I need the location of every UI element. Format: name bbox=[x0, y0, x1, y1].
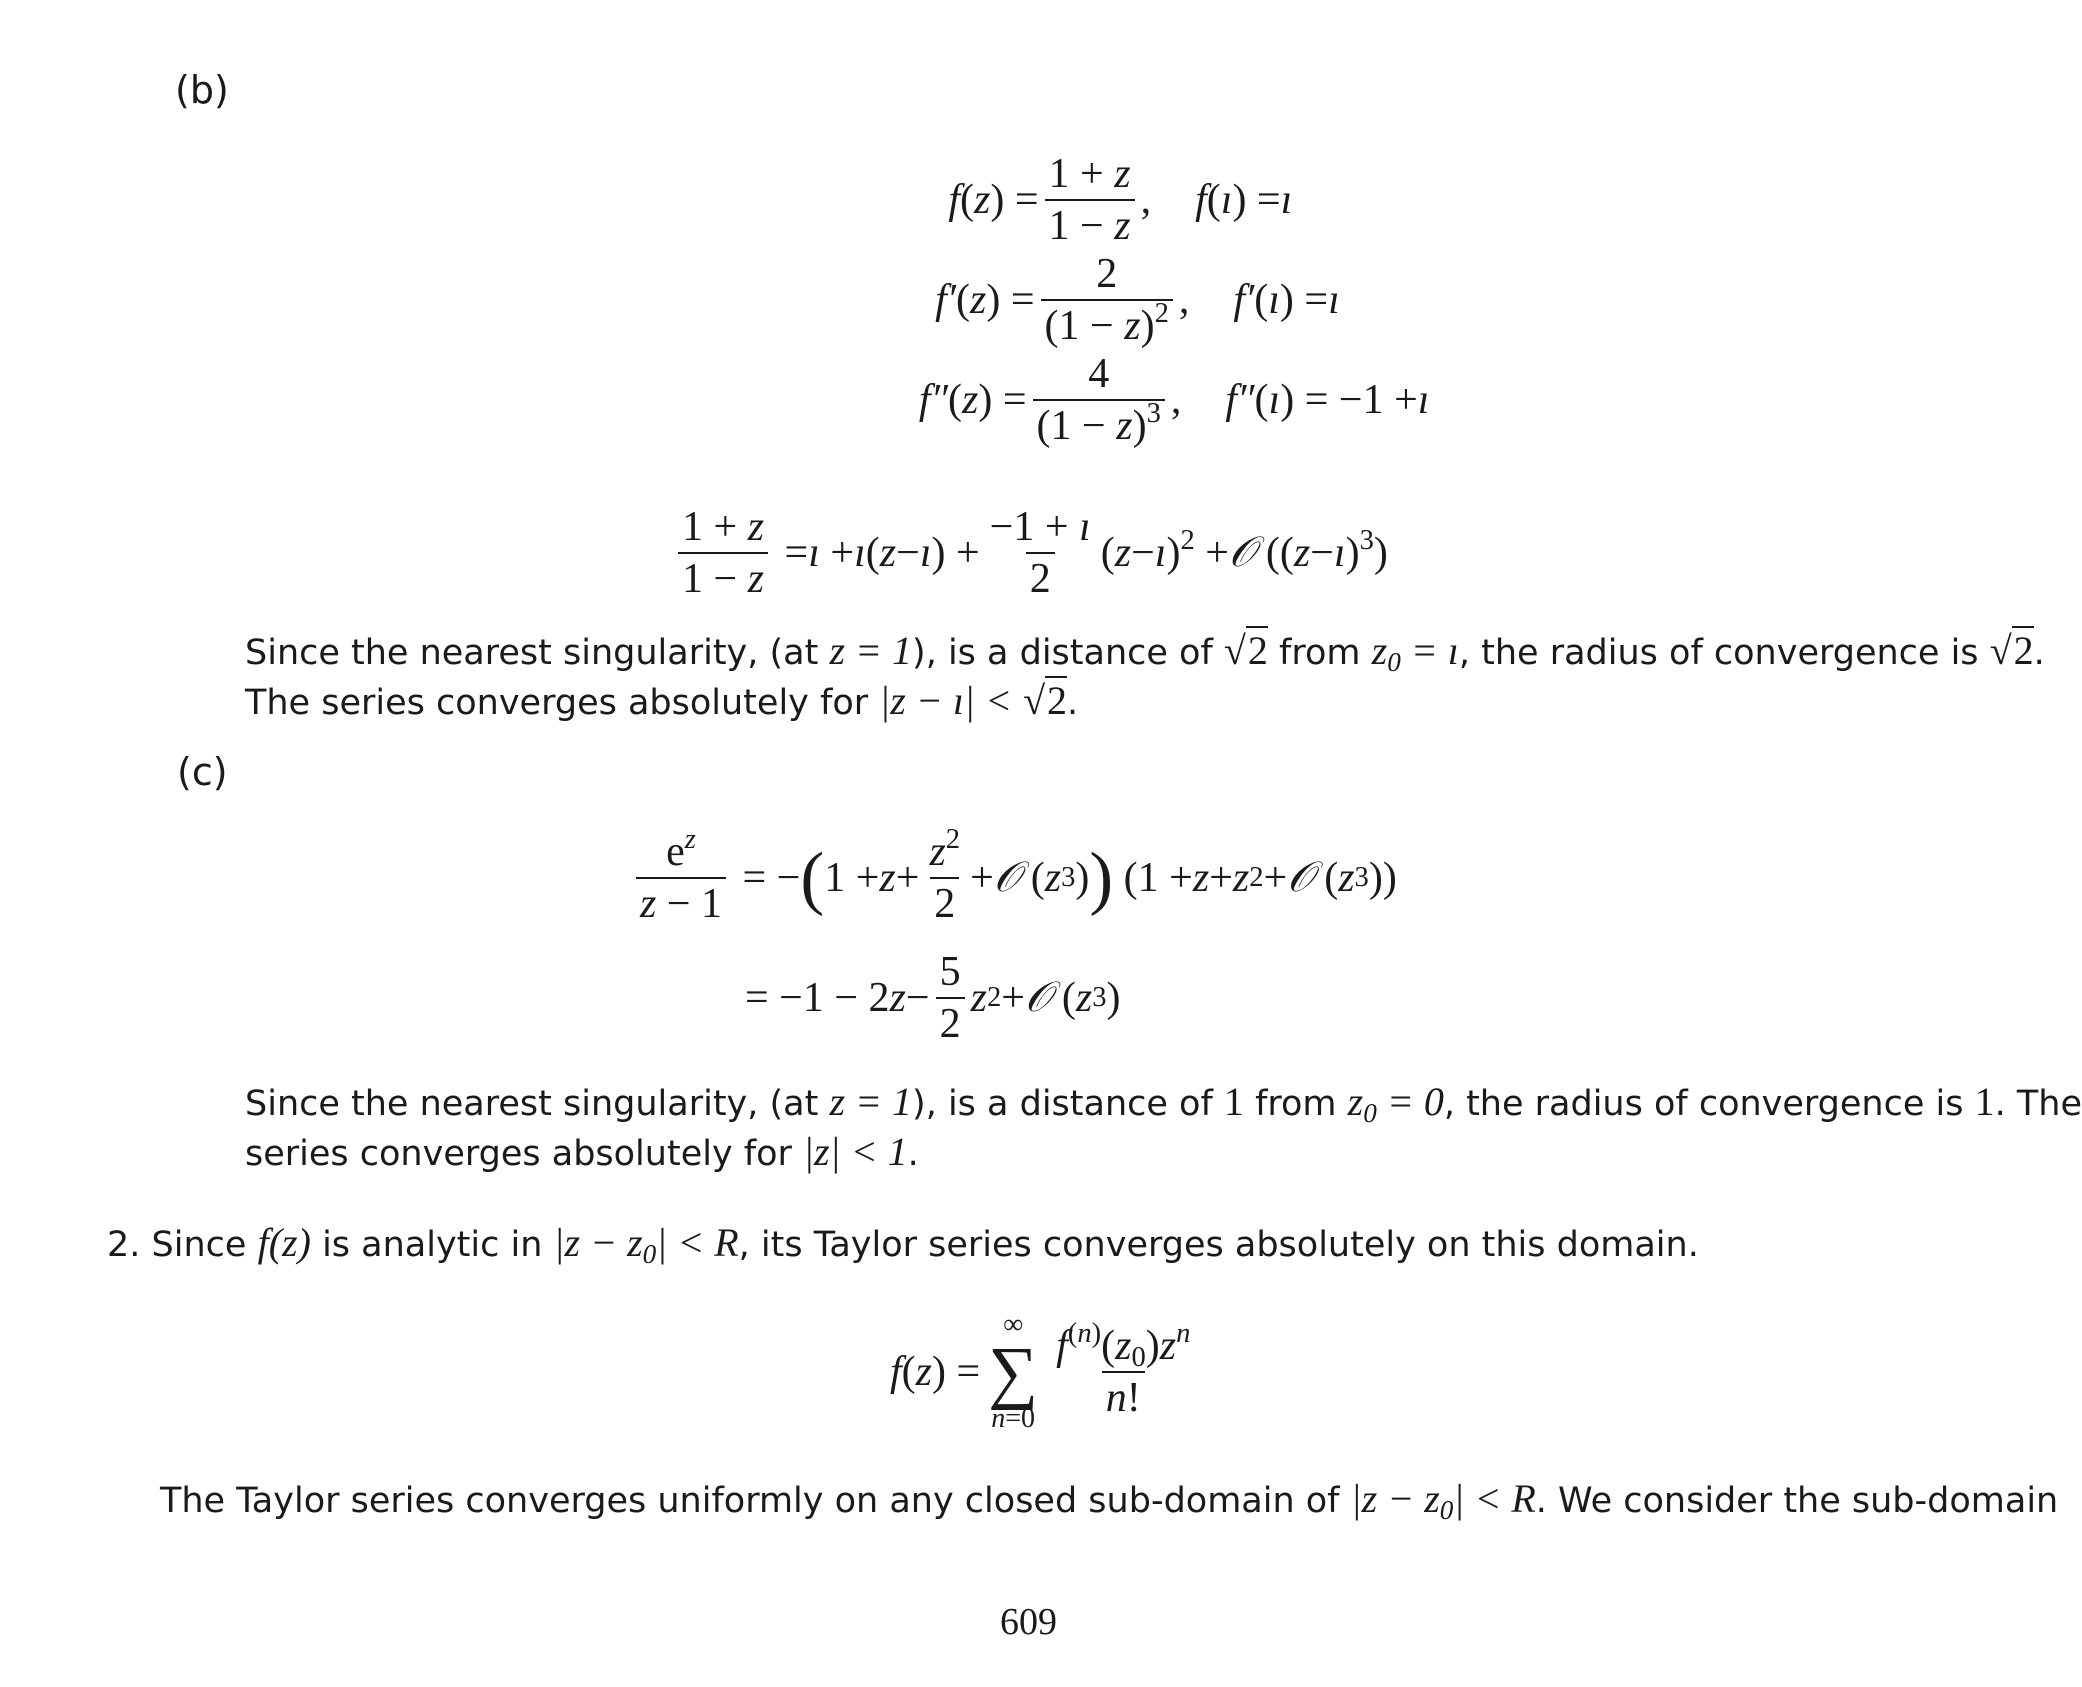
eq-c-line2: = −1 − 2 z − $\frac{5}{2}$ z 2 + 𝒪 ( z 3 ) bbox=[745, 949, 1121, 1048]
eq-f: f ( z ) = $\frac{1 + z}{1 - z}$ , f ( ı ) = ı bbox=[948, 150, 1293, 249]
taylor-uniform-line: The Taylor series converges uniformly on any closed sub-domain of $|z - z_0| < R$. We consider the sub-domain bbox=[160, 1476, 2059, 1525]
item-2-line: 2. Since f(z) is analytic in $|z - z_0| < R$, its Taylor series converges absolutely on this domain. bbox=[107, 1220, 1699, 1269]
eq-taylor-series: f ( z ) = ∞ ∑ n=0 $\frac{f^{(n)}(z_0)z^n}{n!}$ bbox=[890, 1309, 1191, 1434]
part-c-label: (c) bbox=[177, 750, 228, 794]
paragraph-c-line2: series converges absolutely for |z| < 1. bbox=[245, 1129, 919, 1174]
paragraph-b-line2: The series converges absolutely for |z − ı| < √2. bbox=[245, 678, 1079, 723]
derivatives-block bbox=[820, 150, 1440, 450]
paragraph-b-line1: Since the nearest singularity, (at z = 1), is a distance of √2 from $z_0$ = ı, the radius of convergence is √2. bbox=[245, 628, 2045, 677]
eq-series-b: $\frac{1 + z}{1 - z}$ = ı + ı ( z − ı ) + $\frac{-1 + ı}{2}$ ( z − ı )$^2$ + 𝒪 (( z − ı )$^3$) bbox=[672, 505, 1388, 601]
page-number: 609 bbox=[1000, 1601, 1057, 1643]
paragraph-c-line1: Since the nearest singularity, (at z = 1), is a distance of 1 from $z_0 = 0$, the radius of convergence is 1. The bbox=[245, 1079, 2082, 1128]
eq-fdoubleprime: f″ ( z ) = $\frac{4}{(1 - z)^3}$ , f″ ( ı ) = −1 + ı bbox=[918, 350, 1430, 449]
part-b-label: (b) bbox=[175, 68, 229, 112]
eq-fprime: f′ ( z ) = $\frac{2}{(1 - z)^2}$ , f′ ( ı ) = ı bbox=[935, 250, 1340, 349]
eq-c-line1: $\frac{e^z}{z - 1}$ = − ( 1 + z + $\frac{z^2}{2}$ + 𝒪 ( z 3 ) ) (1 + z + z 2 + 𝒪 ( z 3 )) bbox=[630, 830, 1397, 926]
